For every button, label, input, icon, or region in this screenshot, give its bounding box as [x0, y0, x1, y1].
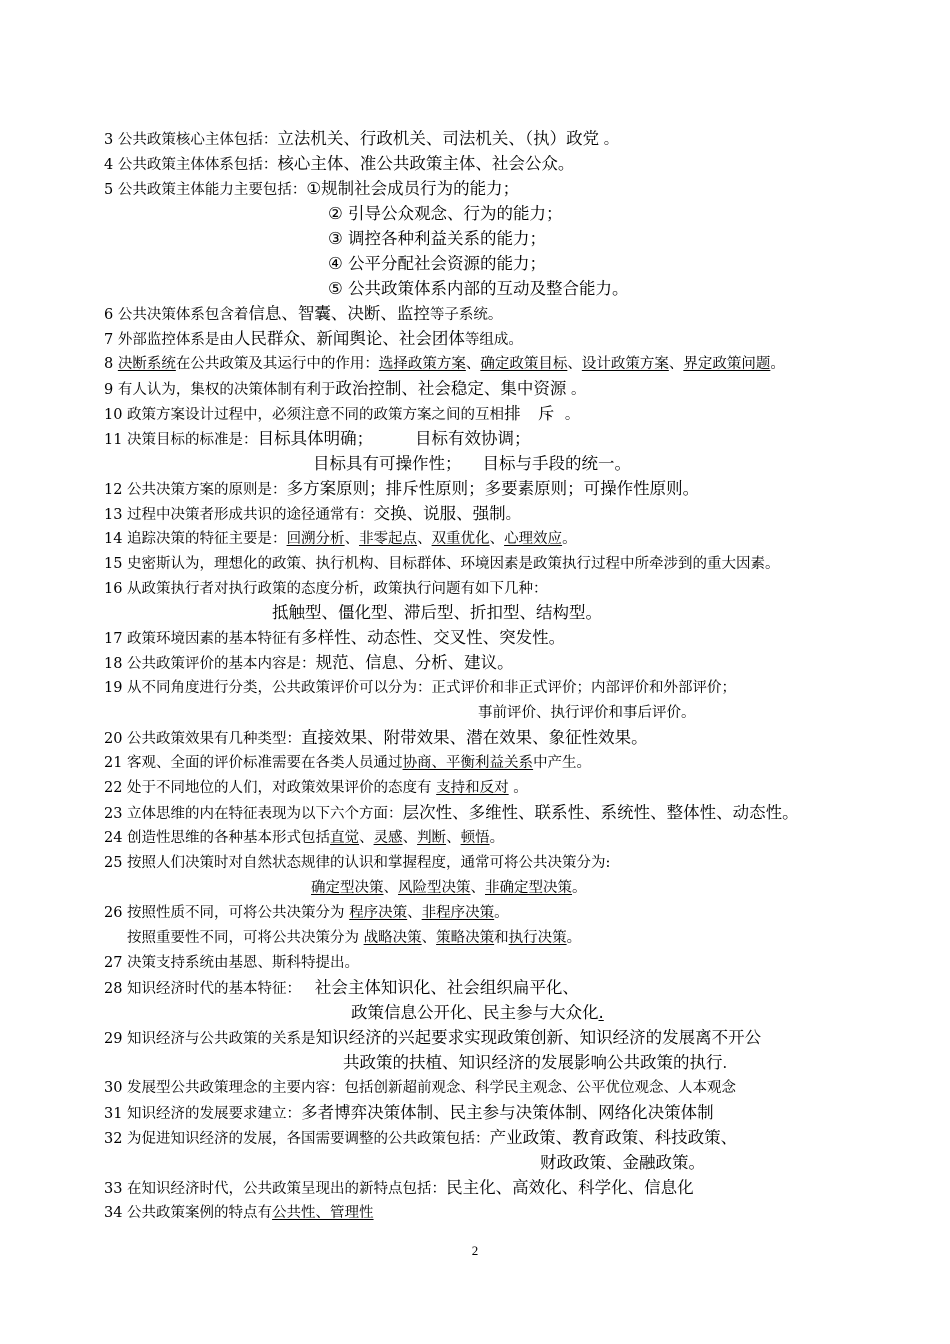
- underlined-answer: 战略决策: [363, 930, 422, 946]
- text-line: [104, 1100, 950, 1125]
- question-text: 、: [489, 531, 505, 547]
- bold-answer: 抵触型、僵化型、滞后型、折扣型、结构型。: [272, 603, 602, 622]
- question-text: 5 公共政策主体能力主要包括：: [104, 182, 307, 198]
- bold-answer: 层次性、多维性、联系性、系统性、整体性、动态性。: [402, 803, 799, 822]
- question-text: 、: [359, 830, 374, 846]
- question-text: 。: [560, 407, 580, 423]
- text-line: [328, 251, 950, 276]
- underlined-answer: 回溯分析: [286, 531, 345, 547]
- question-text: 、: [567, 356, 582, 372]
- text-line: [328, 201, 950, 226]
- bold-answer: 多者博弈决策体制、民主参与决策体制、网络化决策体制: [301, 1103, 714, 1122]
- question-text: 21 客观、全面的评价标准需要在各类人员通过: [104, 755, 403, 771]
- bold-answer: 信息、智囊、决断、监控: [248, 304, 430, 323]
- question-text: 3 公共政策核心主体包括：: [104, 132, 278, 148]
- text-line: [311, 875, 950, 900]
- underlined-answer: 非确定型决策: [485, 880, 572, 896]
- question-text: 等子系统。: [429, 307, 503, 323]
- bold-answer: 目标具有可操作性； 目标与手段的统一。: [313, 454, 631, 473]
- question-text: 28 知识经济时代的基本特征：: [104, 981, 315, 997]
- question-text: 。: [770, 356, 785, 372]
- question-text: 29 知识经济与公共政策的关系是: [104, 1031, 316, 1047]
- text-line: [104, 151, 950, 176]
- bold-answer: ③ 调控各种利益关系的能力；: [328, 229, 547, 248]
- underlined-answer: 公共性、管理性: [272, 1205, 374, 1221]
- text-line: [313, 451, 950, 476]
- underlined-answer: 设计政策方案: [581, 356, 669, 372]
- bold-answer: 政治控制、社会稳定、集中资源: [335, 379, 567, 398]
- text-line: [540, 1150, 950, 1175]
- text-line: [104, 750, 950, 775]
- question-text: 13 过程中决策者形成共识的途径通常有：: [104, 507, 374, 523]
- bold-answer: ⑤ 公共政策体系内部的互动及整合能力。: [328, 279, 629, 298]
- question-text: 按照重要性不同，可将公共决策分为: [127, 930, 364, 946]
- text-line: [351, 1000, 950, 1025]
- question-text: 22 处于不同地位的人们，对政策效果评价的态度有: [104, 780, 437, 796]
- text-line: [104, 950, 950, 975]
- text-line: [104, 426, 950, 451]
- text-line: [104, 401, 950, 426]
- question-text: 27 决策支持系统由基恩、斯科特提出。: [104, 955, 360, 971]
- underlined-answer: .: [598, 1003, 604, 1022]
- bold-answer: ② 引导公众观念、行为的能力；: [328, 204, 563, 223]
- underlined-answer: 选择政策方案: [378, 356, 466, 372]
- bold-answer: 产业政策、教育政策、科技政策、: [489, 1128, 738, 1147]
- question-text: 、: [668, 356, 684, 372]
- text-line: [104, 675, 950, 700]
- question-text: 、: [417, 531, 432, 547]
- underlined-answer: 确定型决策: [311, 880, 384, 896]
- question-text: 6 公共决策体系包含着: [104, 307, 249, 323]
- question-text: 、: [421, 930, 437, 946]
- text-line: [328, 276, 950, 301]
- text-line: [104, 850, 950, 875]
- bold-answer: 交换、说服、强制: [373, 504, 506, 523]
- text-line: [478, 700, 950, 725]
- underlined-answer: 协商、平衡利益关系: [402, 755, 534, 771]
- underlined-answer: 执行决策: [508, 930, 567, 946]
- text-line: [104, 1025, 950, 1050]
- question-text: 17 政策环境因素的基本特征有: [104, 631, 302, 647]
- underlined-answer: 界定政策问题: [683, 356, 771, 372]
- text-line: [104, 1075, 950, 1100]
- question-text: 18 公共政策评价的基本内容是：: [104, 656, 316, 672]
- question-text: 。: [566, 382, 586, 398]
- question-text: 30 发展型公共政策理念的主要内容：包括创新超前观念、科学民主观念、公平优位观念、人本观念: [104, 1080, 737, 1096]
- underlined-answer: 程序决策: [349, 905, 408, 921]
- bold-answer: 政策信息公开化、民主参与大众化: [351, 1003, 599, 1022]
- text-line: [104, 825, 950, 850]
- text-line: [104, 501, 950, 526]
- question-text: 。: [599, 132, 619, 148]
- question-text: 。: [572, 880, 587, 896]
- question-text: 。: [489, 830, 505, 846]
- bold-answer: 规范、信息、分析、建议。: [315, 653, 514, 672]
- underlined-answer: 风险型决策: [398, 880, 471, 896]
- question-text: 等组成。: [464, 332, 523, 348]
- text-line: [104, 126, 950, 151]
- question-text: 9 有人认为，集权的决策体制有利于: [104, 382, 336, 398]
- text-line: [272, 600, 950, 625]
- underlined-answer: 灵感: [373, 830, 403, 846]
- question-text: 32 为促进知识经济的发展，各国需要调整的公共政策包括：: [104, 1131, 490, 1147]
- question-text: 事前评价、执行评价和事后评价。: [478, 705, 696, 721]
- underlined-answer: 顿悟: [460, 830, 490, 846]
- question-text: 12 公共决策方案的原则是：: [104, 482, 287, 498]
- question-text: 25 按照人们决策时对自然状态规律的认识和掌握程度，通常可将公共决策分为:: [104, 855, 611, 871]
- underlined-answer: 心理效应: [504, 531, 563, 547]
- question-text: 、: [465, 356, 481, 372]
- question-text: 。: [562, 531, 577, 547]
- question-text: 、: [383, 880, 398, 896]
- text-line: [104, 800, 950, 825]
- bold-answer: ①规制社会成员行为的能力；: [306, 179, 520, 198]
- text-line: [104, 725, 950, 750]
- text-line: [104, 900, 950, 925]
- question-text: 。: [494, 905, 509, 921]
- bold-answer: 财政政策、金融政策。: [540, 1153, 705, 1172]
- text-line: [104, 176, 950, 201]
- bold-answer: 目标具体明确； 目标有效协调；: [257, 429, 531, 448]
- bold-answer: 民主化、高效化、科学化、信息化: [446, 1178, 694, 1197]
- bold-answer: 人民群众、新闻舆论、社会团体: [233, 329, 465, 348]
- text-line: [104, 301, 950, 326]
- text-line: [104, 1125, 950, 1150]
- question-text: 10 政策方案设计过程中，必须注意不同的政策方案之间的互相: [104, 407, 505, 423]
- bold-answer: 社会主体知识化、社会组织扁平化、: [314, 978, 579, 997]
- underlined-answer: 双重优化: [431, 531, 490, 547]
- question-text: 、: [470, 880, 485, 896]
- question-text: 和: [494, 930, 509, 946]
- question-text: 14 追踪决策的特征主要是：: [104, 531, 287, 547]
- text-line: [104, 650, 950, 675]
- question-text: 31 知识经济的发展要求建立：: [104, 1106, 302, 1122]
- text-line: [343, 1050, 950, 1075]
- text-line: [104, 326, 950, 351]
- question-text: 24 创造性思维的各种基本形式包括: [104, 830, 331, 846]
- text-line: [104, 376, 950, 401]
- bold-answer: 直接效果、附带效果、潜在效果、象征性效果。: [301, 728, 648, 747]
- question-text: 、: [446, 830, 461, 846]
- text-line: [104, 576, 950, 601]
- question-text: 15 史密斯认为，理想化的政策、执行机构、目标群体、环境因素是政策执行过程中所牵涉到的重大因素。: [104, 556, 780, 572]
- question-text: 、: [402, 830, 418, 846]
- bold-answer: 共政策的扶植、知识经济的发展影响公共政策的执行: [343, 1053, 723, 1072]
- bold-answer: ④ 公平分配社会资源的能力；: [328, 254, 547, 273]
- question-text: 在公共政策及其运行中的作用：: [175, 356, 379, 372]
- underlined-answer: 非零起点: [359, 531, 418, 547]
- question-text: 、: [344, 531, 360, 547]
- question-text: 4 公共政策主体体系包括：: [104, 157, 278, 173]
- question-text: 26 按照性质不同，可将公共决策分为: [104, 905, 350, 921]
- question-text: 16 从政策执行者对执行政策的态度分析，政策执行问题有如下几种：: [104, 581, 548, 597]
- question-text: 20 公共政策效果有几种类型：: [104, 731, 302, 747]
- text-line: [104, 351, 950, 376]
- bold-answer: 多样性、动态性、交叉性、突发性。: [301, 628, 566, 647]
- underlined-answer: 确定政策目标: [480, 356, 568, 372]
- underlined-answer: 判断: [417, 830, 447, 846]
- text-line: [104, 1200, 950, 1225]
- question-text: 19 从不同角度进行分类，公共政策评价可以分为：正式评价和非正式评价；内部评价和外部评价；: [104, 680, 737, 696]
- text-line: [104, 476, 950, 501]
- page-number: 2: [471, 1243, 479, 1258]
- question-text: 7 外部监控体系是由: [104, 332, 234, 348]
- underlined-answer: 策略决策: [436, 930, 495, 946]
- text-line: [104, 551, 950, 576]
- text-line: [104, 625, 950, 650]
- question-text: 、: [407, 905, 422, 921]
- bold-answer: 立法机关、行政机关、司法机关、（执）政党: [277, 129, 600, 148]
- text-line: [127, 925, 950, 950]
- question-text: 11 决策目标的标准是：: [104, 432, 258, 448]
- bold-answer: 知识经济的兴起要求实现政策创新、知识经济的发展离不开公: [315, 1028, 762, 1047]
- question-text: 8: [104, 356, 118, 372]
- text-line: [328, 226, 950, 251]
- bold-answer: 多方案原则；排斥性原则；多要素原则；可操作性原则。: [286, 479, 700, 498]
- underlined-answer: 直觉: [330, 830, 360, 846]
- text-line: [104, 526, 950, 551]
- bold-answer: 排 斥: [504, 404, 561, 423]
- underlined-answer: 决断系统: [117, 356, 176, 372]
- underlined-answer: 非程序决策: [421, 905, 495, 921]
- underlined-answer: 支持和反对: [436, 780, 509, 796]
- question-text: 34 公共政策案例的特点有: [104, 1205, 273, 1221]
- bold-answer: 核心主体、准公共政策主体、社会公众。: [277, 154, 575, 173]
- question-text: 。: [566, 930, 582, 946]
- question-text: 。: [508, 780, 528, 796]
- text-line: [104, 975, 950, 1000]
- question-text: 中产生。: [533, 755, 592, 771]
- question-text: .: [722, 1056, 728, 1072]
- question-text: 33 在知识经济时代，公共政策呈现出的新特点包括：: [104, 1181, 447, 1197]
- question-text: 23 立体思维的内在特征表现为以下六个方面：: [104, 806, 403, 822]
- text-line: [104, 775, 950, 800]
- question-text: 。: [505, 507, 521, 523]
- text-line: [104, 1175, 950, 1200]
